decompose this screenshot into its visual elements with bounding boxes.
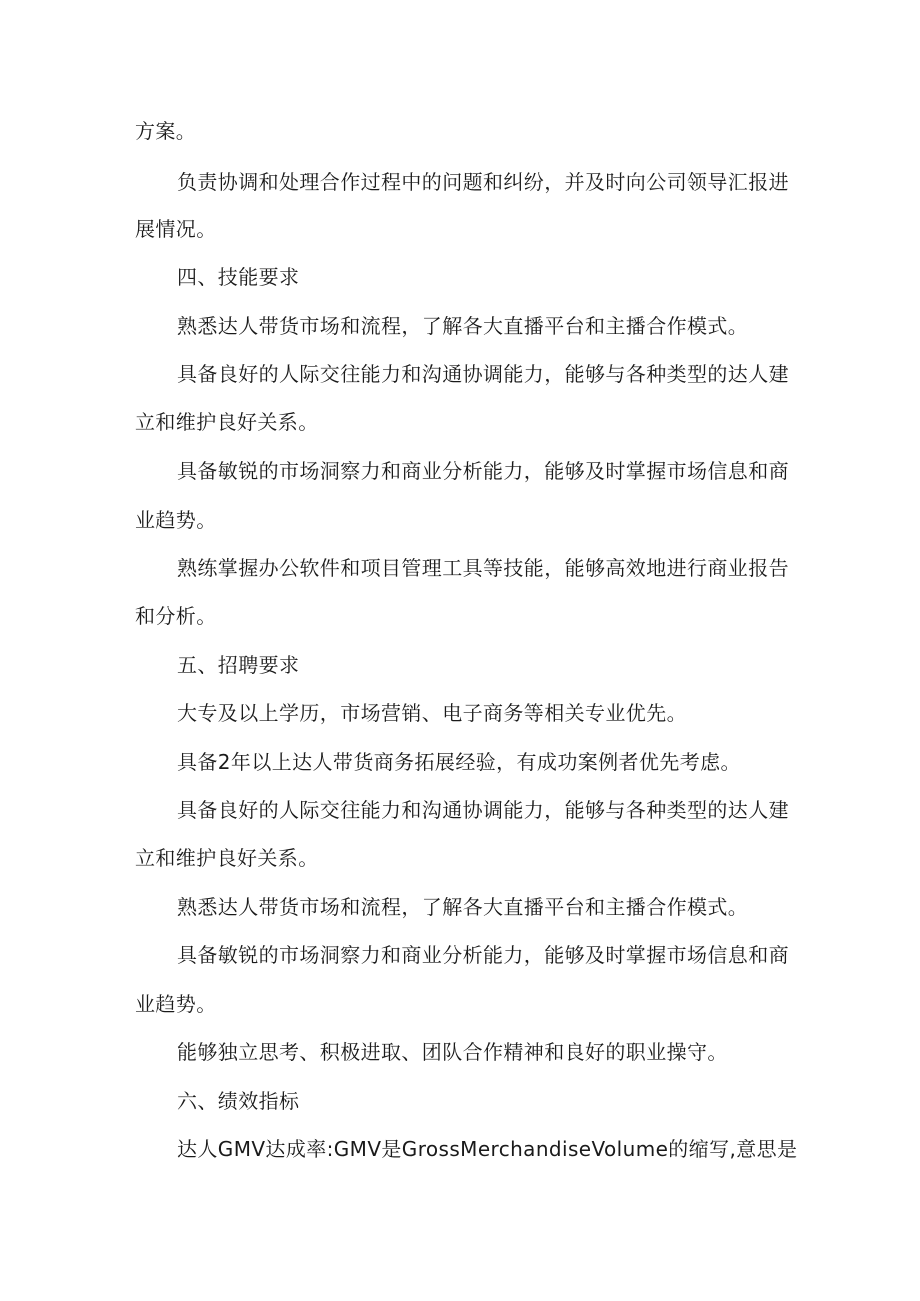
text-line: 熟悉达人带货市场和流程，了解各大直播平台和主播合作模式。: [177, 895, 749, 919]
text-line: 具备2年以上达人带货商务拓展经验，有成功案例者优先考虑。: [177, 750, 741, 774]
text-line: 达人GMV达成率:GMV是GrossMerchandiseVolume的缩写,意思是: [177, 1137, 798, 1161]
section-heading: 六、绩效指标: [177, 1089, 300, 1113]
text-line: 方案。: [135, 119, 197, 143]
text-line: 负责协调和处理合作过程中的问题和纠纷，并及时向公司领导汇报进: [177, 170, 789, 194]
text-line: 熟练掌握办公软件和项目管理工具等技能，能够高效地进行商业报告: [177, 556, 789, 580]
text-line: 业趋势。: [135, 992, 217, 1016]
text-line: 大专及以上学历，市场营销、电子商务等相关专业优先。: [177, 701, 687, 725]
text-line: 具备良好的人际交往能力和沟通协调能力，能够与各种类型的达人建: [177, 362, 789, 386]
text-line: 业趋势。: [135, 508, 217, 532]
text-line: 展情况。: [135, 217, 217, 241]
text-line: 能够独立思考、积极进取、团队合作精神和良好的职业操守。: [177, 1040, 728, 1064]
text-line: 具备良好的人际交往能力和沟通协调能力，能够与各种类型的达人建: [177, 798, 789, 822]
section-heading: 四、技能要求: [177, 265, 300, 289]
text-line: 熟悉达人带货市场和流程，了解各大直播平台和主播合作模式。: [177, 314, 749, 338]
text-line: 具备敏锐的市场洞察力和商业分析能力，能够及时掌握市场信息和商: [177, 459, 789, 483]
section-heading: 五、招聘要求: [177, 653, 300, 677]
text-line: 和分析。: [135, 604, 217, 628]
text-line: 立和维护良好关系。: [135, 410, 319, 434]
text-line: 立和维护良好关系。: [135, 846, 319, 870]
text-line: 具备敏锐的市场洞察力和商业分析能力，能够及时掌握市场信息和商: [177, 943, 789, 967]
